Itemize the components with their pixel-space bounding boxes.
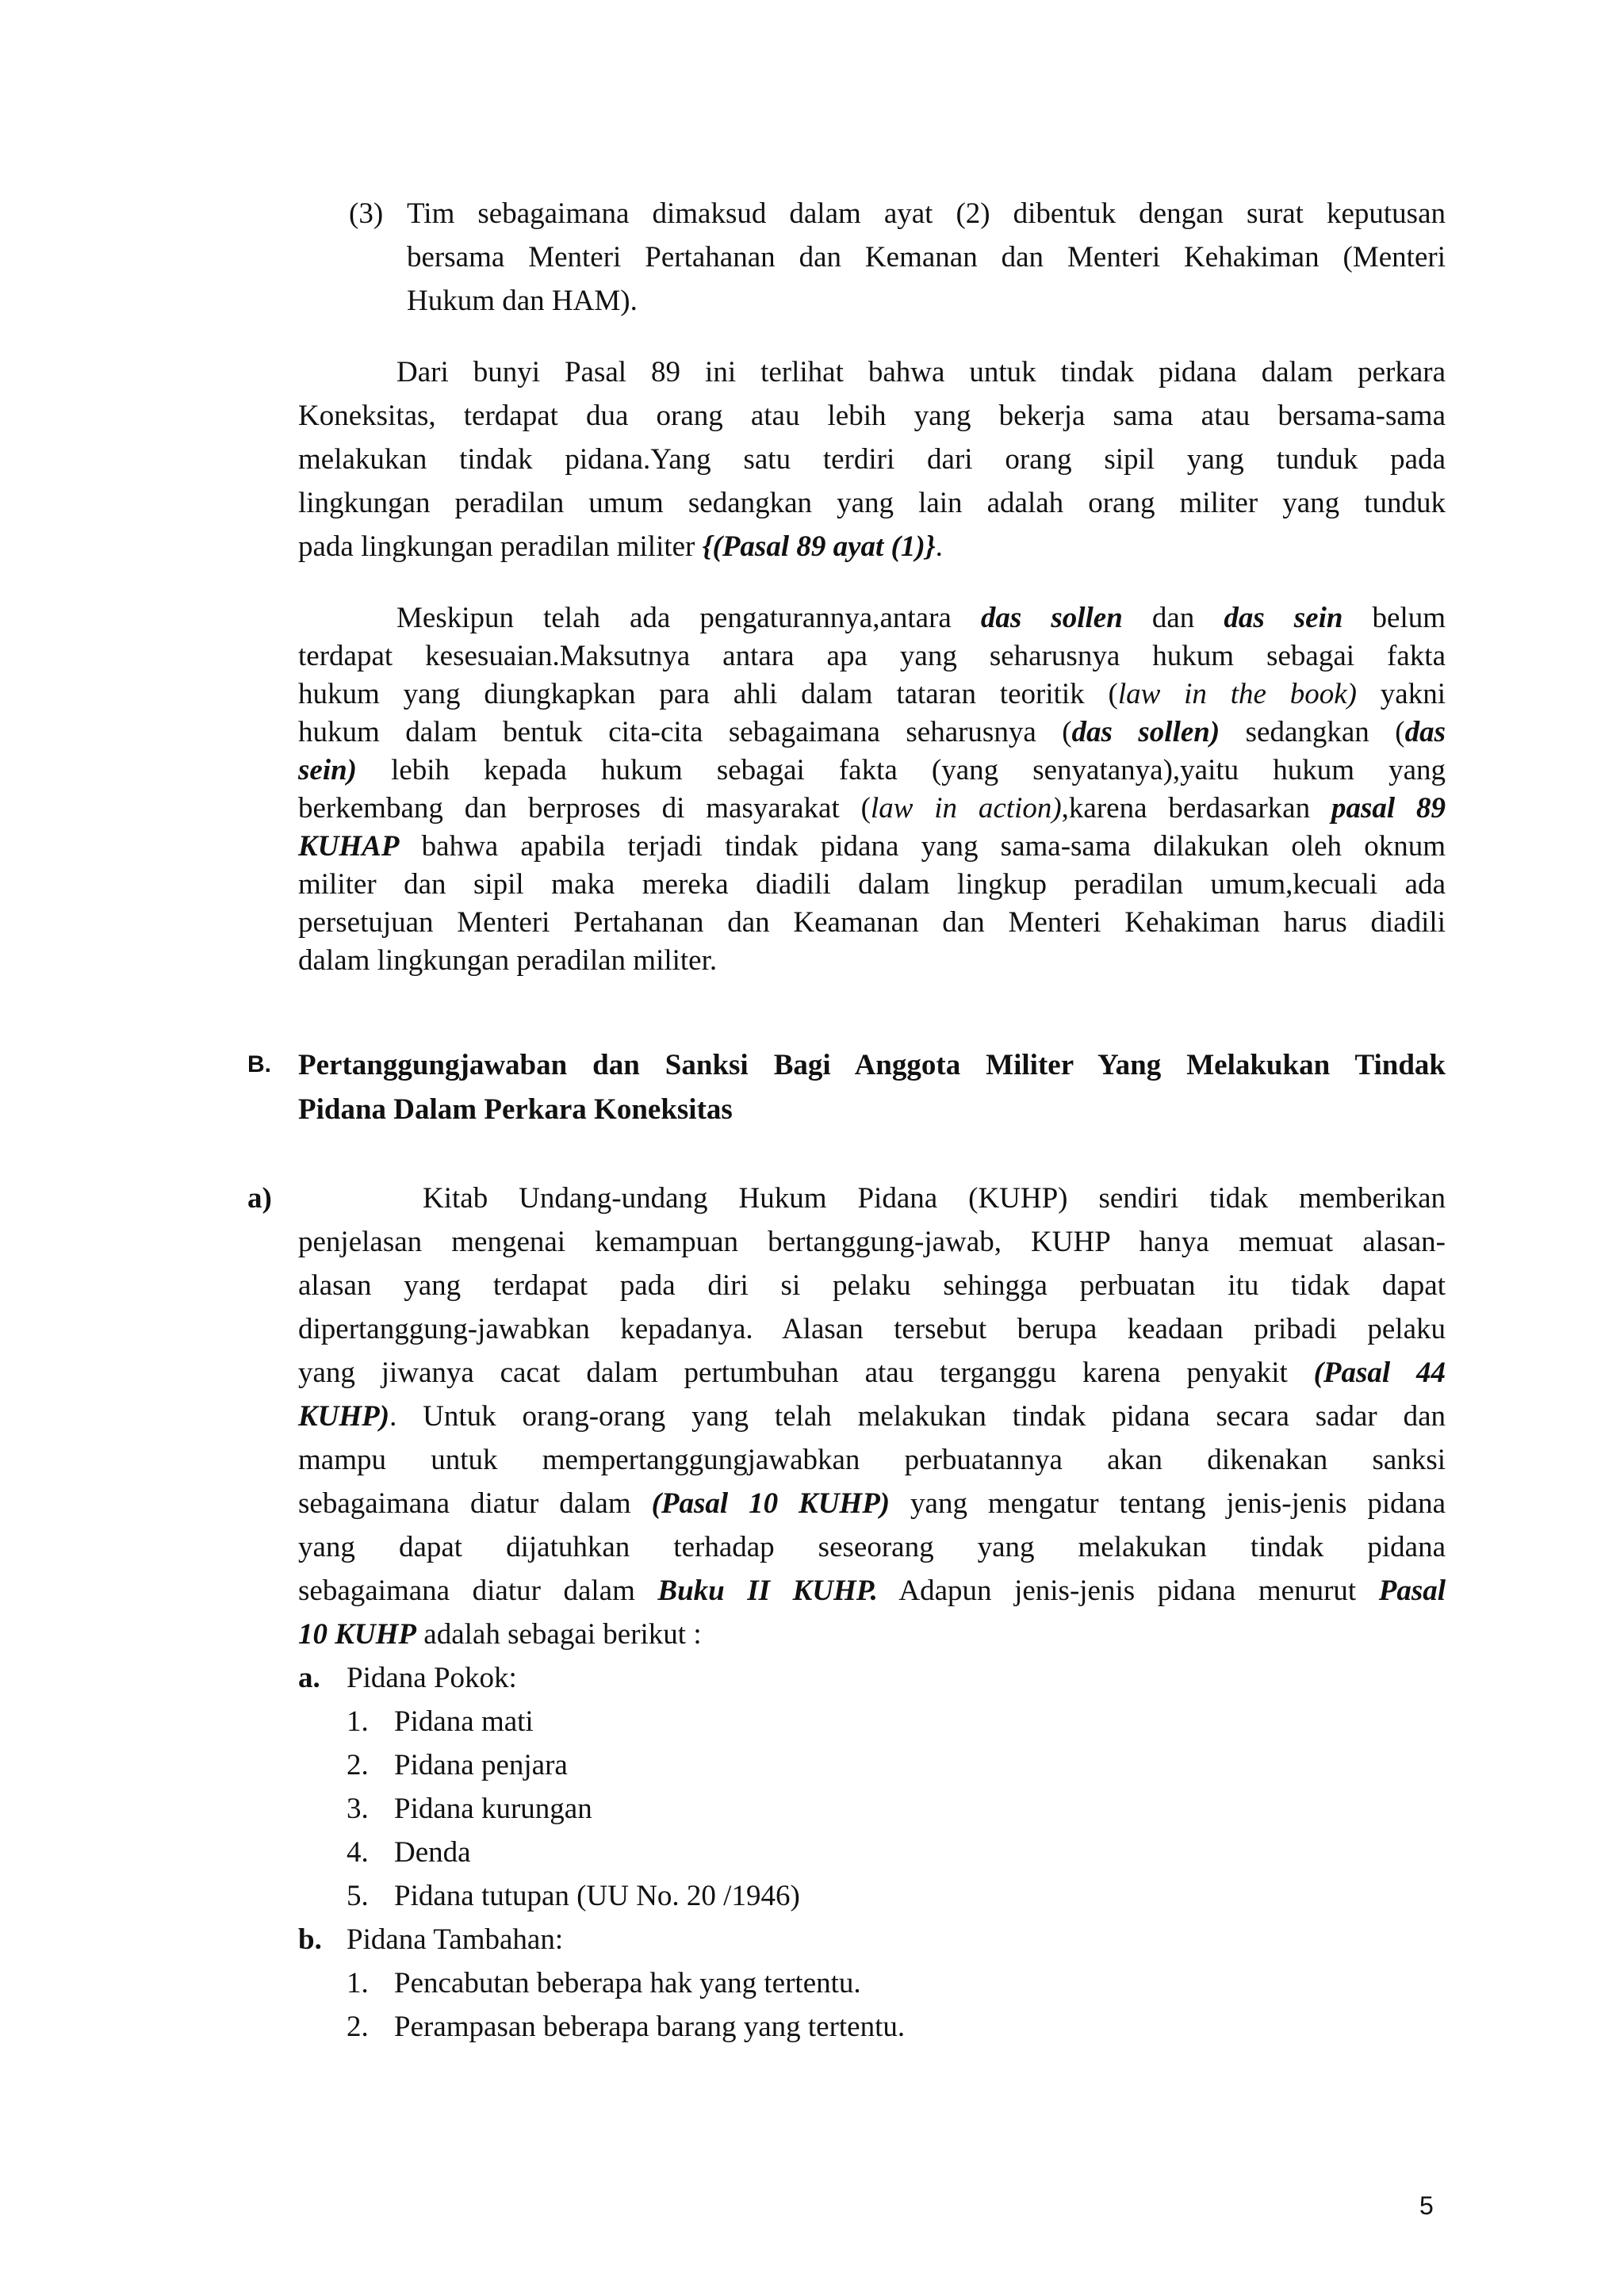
para1-line-2: Koneksitas, terdapat dua orang atau lebih yang bekerja sama atau bersama-sama: [298, 400, 1446, 432]
para3-line-10: sebagaimana diatur dalam Buku II KUHP. Adapun jenis-jenis pidana menurut Pasal: [298, 1575, 1446, 1607]
list-b-title: Pidana Tambahan:: [347, 1923, 564, 1956]
list-a-marker: a.: [298, 1662, 320, 1694]
item-3-line-2: bersama Menteri Pertahanan dan Kemanan dan Menteri Kehakiman (Menteri: [407, 241, 1446, 274]
para3-line-11: 10 KUHP adalah sebagai berikut :: [298, 1618, 702, 1651]
list-b-item-1-num: 1.: [347, 1967, 369, 1999]
list-b-item-2-text: Perampasan beberapa barang yang tertentu.: [394, 2011, 906, 2043]
para1-line-3: melakukan tindak pidana.Yang satu terdiri dari orang sipil yang tunduk pada: [298, 443, 1446, 476]
para2-line-4: hukum dalam bentuk cita-cita sebagaimana seharusnya (das sollen) sedangkan (das: [298, 716, 1446, 748]
para2-line-8: militer dan sipil maka mereka diadili dalam lingkup peradilan umum,kecuali ada: [298, 868, 1446, 901]
list-a-title: Pidana Pokok:: [347, 1662, 517, 1694]
para3-line-5: yang jiwanya cacat dalam pertumbuhan atau terganggu karena penyakit (Pasal 44: [298, 1357, 1446, 1389]
para3-line-3: alasan yang terdapat pada diri si pelaku sehingga perbuatan itu tidak dapat: [298, 1269, 1446, 1302]
list-a-item-2-text: Pidana penjara: [394, 1749, 568, 1781]
list-a-item-5-num: 5.: [347, 1880, 369, 1912]
para2-line-9: persetujuan Menteri Pertahanan dan Keamanan dan Menteri Kehakiman harus diadili: [298, 906, 1446, 939]
item-3-line-3: Hukum dan HAM).: [407, 285, 638, 317]
para3-line-2: penjelasan mengenai kemampuan bertanggung-jawab, KUHP hanya memuat alasan-: [298, 1226, 1446, 1258]
para2-line-1: Meskipun telah ada pengaturannya,antara das sollen dan das sein belum: [396, 602, 1446, 634]
list-a-item-1-text: Pidana mati: [394, 1705, 534, 1738]
page-number: 5: [1419, 2191, 1434, 2220]
list-a-item-3-num: 3.: [347, 1793, 369, 1825]
item-3-marker: (3): [349, 197, 384, 230]
para3-marker: a): [247, 1182, 272, 1215]
citation-pasal-89: {(Pasal 89 ayat (1)}: [702, 530, 936, 563]
list-b-item-2-num: 2.: [347, 2011, 369, 2043]
para3-line-9: yang dapat dijatuhkan terhadap seseorang yang melakukan tindak pidana: [298, 1531, 1446, 1563]
item-3-line-1: Tim sebagaimana dimaksud dalam ayat (2) dibentuk dengan surat keputusan: [407, 197, 1446, 230]
para1-line-5: pada lingkungan peradilan militer {(Pasal 89 ayat (1)}.: [298, 530, 943, 563]
heading-marker: B.: [247, 1051, 271, 1077]
para3-line-6: KUHP). Untuk orang-orang yang telah melakukan tindak pidana secara sadar dan: [298, 1400, 1446, 1433]
list-a-item-3-text: Pidana kurungan: [394, 1793, 592, 1825]
para3-line-1: Kitab Undang-undang Hukum Pidana (KUHP) sendiri tidak memberikan: [423, 1182, 1446, 1215]
list-a-item-4-text: Denda: [394, 1836, 471, 1869]
para3-line-4: dipertanggung-jawabkan kepadanya. Alasan tersebut berupa keadaan pribadi pelaku: [298, 1313, 1446, 1345]
list-b-item-1-text: Pencabutan beberapa hak yang tertentu.: [394, 1967, 861, 1999]
para3-line-8: sebagaimana diatur dalam (Pasal 10 KUHP) yang mengatur tentang jenis-jenis pidana: [298, 1487, 1446, 1520]
para2-line-7: KUHAP bahwa apabila terjadi tindak pidana yang sama-sama dilakukan oleh oknum: [298, 830, 1446, 863]
list-a-item-1-num: 1.: [347, 1705, 369, 1738]
para2-line-2: terdapat kesesuaian.Maksutnya antara apa yang seharusnya hukum sebagai fakta: [298, 640, 1446, 672]
para2-line-6: berkembang dan berproses di masyarakat (law in action),karena berdasarkan pasal 89: [298, 792, 1446, 825]
para2-line-10: dalam lingkungan peradilan militer.: [298, 944, 718, 977]
para3-line-7: mampu untuk mempertanggungjawabkan perbuatannya akan dikenakan sanksi: [298, 1444, 1446, 1476]
list-b-marker: b.: [298, 1923, 322, 1956]
para1-line-4: lingkungan peradilan umum sedangkan yang lain adalah orang militer yang tunduk: [298, 487, 1446, 519]
para1-line-1: Dari bunyi Pasal 89 ini terlihat bahwa untuk tindak pidana dalam perkara: [396, 356, 1446, 388]
section-heading-line-2: Pidana Dalam Perkara Koneksitas: [298, 1093, 733, 1126]
para2-line-5: sein) lebih kepada hukum sebagai fakta (yang senyatanya),yaitu hukum yang: [298, 754, 1446, 786]
list-a-item-4-num: 4.: [347, 1836, 369, 1869]
section-heading-line-1: Pertanggungjawaban dan Sanksi Bagi Anggota Militer Yang Melakukan Tindak: [298, 1049, 1446, 1081]
list-a-item-2-num: 2.: [347, 1749, 369, 1781]
list-a-item-5-text: Pidana tutupan (UU No. 20 /1946): [394, 1880, 800, 1912]
para2-line-3: hukum yang diungkapkan para ahli dalam tataran teoritik (law in the book) yakni: [298, 678, 1446, 710]
